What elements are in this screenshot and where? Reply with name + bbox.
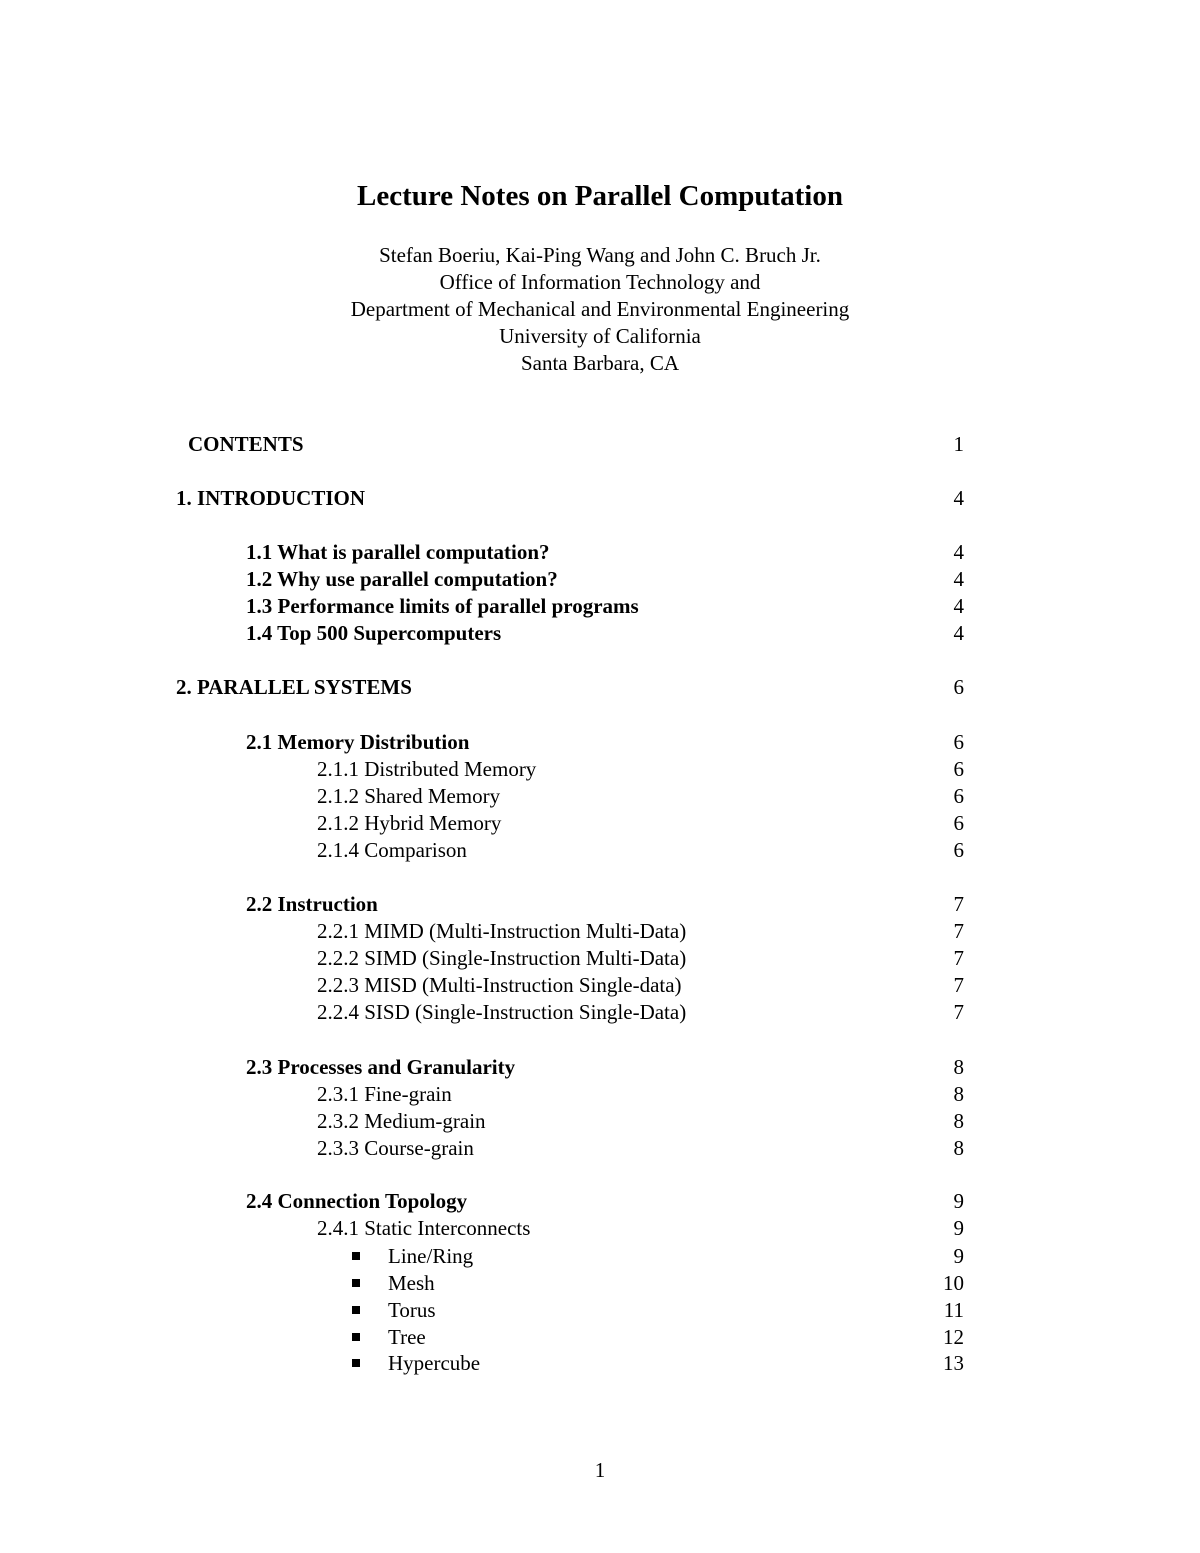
toc-label: 2.4.1 Static Interconnects [317, 1216, 531, 1240]
toc-page-number: 12 [943, 1325, 964, 1349]
toc-page-number: 6 [953, 784, 964, 808]
toc-entry-subsection-2-2-3 [0, 972, 1200, 999]
toc-entry-subsection-2-1-4 [0, 837, 1200, 864]
toc-entry-subsection-2-2-2 [0, 945, 1200, 972]
toc-page-number: 7 [953, 946, 964, 970]
toc-page-number: 13 [943, 1351, 964, 1375]
toc-label: CONTENTS [188, 432, 304, 456]
toc-label: 2.2.2 SIMD (Single-Instruction Multi-Data) [317, 946, 687, 970]
toc-page-number: 4 [953, 621, 964, 645]
toc-label: 2.1.2 Shared Memory [317, 784, 501, 808]
toc-label: 1. INTRODUCTION [176, 486, 366, 510]
toc-entry-chapter-1 [0, 485, 1200, 512]
toc-label: 2.3.3 Course-grain [317, 1136, 474, 1160]
toc-entry-subsection-2-1-2 [0, 783, 1200, 810]
toc-label: Mesh [388, 1271, 435, 1295]
toc-entry-chapter-2 [0, 674, 1200, 701]
toc-page-number: 6 [953, 730, 964, 754]
toc-label: Torus [388, 1298, 436, 1322]
document-title: Lecture Notes on Parallel Computation [357, 180, 843, 212]
toc-entry-line-ring [0, 1243, 1200, 1270]
toc-page-number: 8 [953, 1055, 964, 1079]
toc-label: 2.2.4 SISD (Single-Instruction Single-Data) [317, 1000, 687, 1024]
toc-page-number: 4 [953, 594, 964, 618]
toc-entry-hypercube [0, 1350, 1200, 1377]
square-bullet-icon [352, 1252, 360, 1260]
toc-label: 2.3 Processes and Granularity [246, 1055, 516, 1079]
toc-page-number: 11 [943, 1298, 964, 1322]
toc-label: 1.3 Performance limits of parallel programs [246, 594, 639, 618]
toc-label: 2.4 Connection Topology [246, 1189, 468, 1213]
toc-page-number: 10 [943, 1271, 964, 1295]
affiliation-university: University of California [499, 324, 701, 348]
affiliation-office: Office of Information Technology and [439, 270, 761, 294]
toc-entry-subsection-2-2-1 [0, 918, 1200, 945]
toc-entry-section-2-1 [0, 729, 1200, 756]
toc-page-number: 1 [953, 432, 964, 456]
affiliation-department: Department of Mechanical and Environmental Engineering [350, 297, 850, 321]
toc-entry-section-1-1 [0, 539, 1200, 566]
toc-entry-tree [0, 1324, 1200, 1351]
toc-page-number: 7 [953, 892, 964, 916]
author-block [0, 242, 1200, 377]
authors: Stefan Boeriu, Kai-Ping Wang and John C. Bruch Jr. [379, 243, 821, 267]
toc-page-number: 6 [953, 838, 964, 862]
toc-label: 1.4 Top 500 Supercomputers [246, 621, 502, 645]
toc-label: Tree [388, 1325, 426, 1349]
toc-page-number: 9 [953, 1244, 964, 1268]
square-bullet-icon [352, 1333, 360, 1341]
toc-page-number: 9 [953, 1189, 964, 1213]
toc-entry-section-2-2 [0, 891, 1200, 918]
toc-entry-section-2-3 [0, 1054, 1200, 1081]
toc-label: 2.1.4 Comparison [317, 838, 467, 862]
square-bullet-icon [352, 1359, 360, 1367]
toc-label: 2.2.1 MIMD (Multi-Instruction Multi-Data) [317, 919, 687, 943]
toc-label: Hypercube [388, 1351, 481, 1375]
toc-entry-subsection-2-2-4 [0, 999, 1200, 1026]
square-bullet-icon [352, 1306, 360, 1314]
toc-entry-section-1-4 [0, 620, 1200, 647]
toc-entry-section-2-4 [0, 1188, 1200, 1215]
toc-entry-subsection-2-4-1 [0, 1215, 1200, 1242]
toc-page-number: 6 [953, 675, 964, 699]
toc-label: 1.1 What is parallel computation? [246, 540, 550, 564]
toc-entry-section-1-3 [0, 593, 1200, 620]
toc-label: 1.2 Why use parallel computation? [246, 567, 558, 591]
toc-entry-section-1-2 [0, 566, 1200, 593]
toc-entry-subsection-2-1-1 [0, 756, 1200, 783]
toc-page-number: 6 [953, 757, 964, 781]
toc-entry-subsection-2-1-2-hybrid [0, 810, 1200, 837]
toc-entry-contents [0, 431, 1200, 458]
toc-entry-subsection-2-3-1 [0, 1081, 1200, 1108]
toc-page-number: 4 [953, 540, 964, 564]
toc-page-number: 4 [953, 567, 964, 591]
square-bullet-icon [352, 1279, 360, 1287]
toc-page-number: 8 [953, 1136, 964, 1160]
toc-entry-subsection-2-3-2 [0, 1108, 1200, 1135]
toc-label: 2.1.2 Hybrid Memory [317, 811, 502, 835]
toc-label: 2.1.1 Distributed Memory [317, 757, 537, 781]
toc-page-number: 7 [953, 973, 964, 997]
toc-entry-mesh [0, 1270, 1200, 1297]
toc-label: 2.3.1 Fine-grain [317, 1082, 452, 1106]
toc-page-number: 7 [953, 1000, 964, 1024]
toc-page-number: 9 [953, 1216, 964, 1240]
toc-label: 2. PARALLEL SYSTEMS [176, 675, 412, 699]
toc-entry-subsection-2-3-3 [0, 1135, 1200, 1162]
toc-label: 2.1 Memory Distribution [246, 730, 470, 754]
toc-label: 2.2 Instruction [246, 892, 378, 916]
toc-page-number: 4 [953, 486, 964, 510]
toc-label: 2.3.2 Medium-grain [317, 1109, 486, 1133]
toc-page-number: 8 [953, 1109, 964, 1133]
toc-label: 2.2.3 MISD (Multi-Instruction Single-data) [317, 973, 682, 997]
toc-page-number: 7 [953, 919, 964, 943]
toc-page-number: 8 [953, 1082, 964, 1106]
toc-page-number: 6 [953, 811, 964, 835]
location: Santa Barbara, CA [520, 351, 680, 375]
page-footer-number: 1 [594, 1458, 606, 1482]
toc-entry-torus [0, 1297, 1200, 1324]
toc-label: Line/Ring [388, 1244, 474, 1268]
